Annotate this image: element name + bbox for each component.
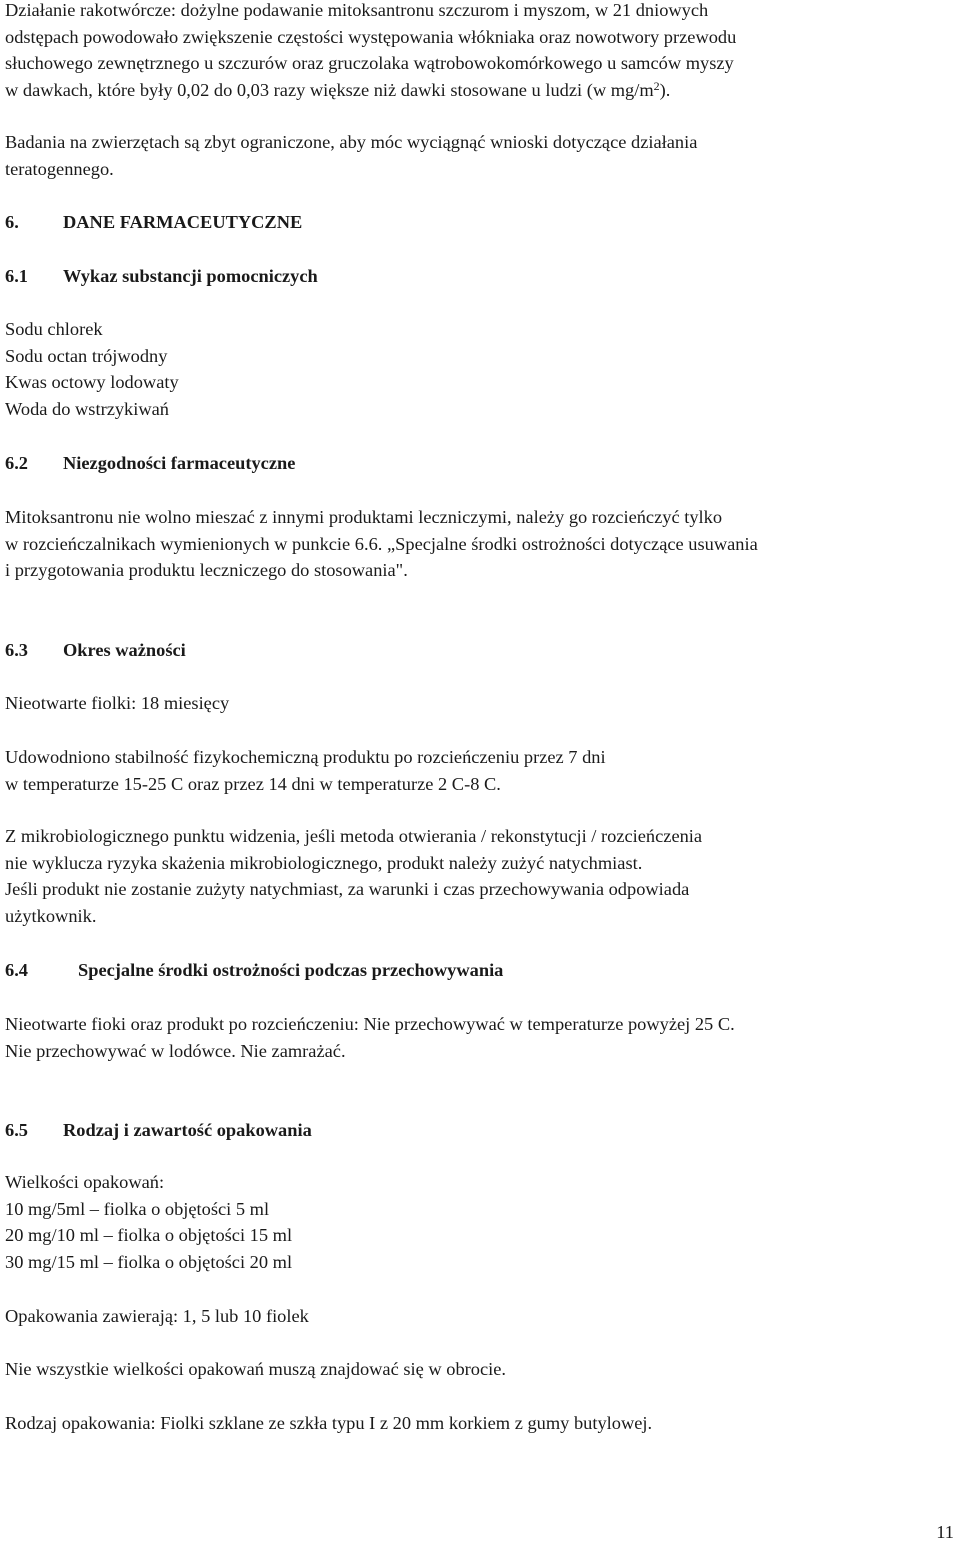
section-heading-6-1 [5,263,318,290]
superscript-exponent: 2 [653,79,660,94]
paragraph-line: Mitoksantronu nie wolno mieszać z innymi produktami leczniczymi, należy go rozcieńczyć tylko [5,507,723,527]
section-heading-6-3 [5,637,186,664]
section-heading-6-4 [5,957,503,984]
section-title: Wykaz substancji pomocniczych [63,266,318,286]
paragraph-line: teratogennego. [5,158,114,179]
list-item: Sodu chlorek [5,319,103,339]
paragraph-line: odstępach powodowało zwiększenie częstości występowania włókniaka oraz nowotwory przewodu [5,26,737,47]
stability-paragraph [5,744,606,797]
section-title: Niezgodności farmaceutyczne [63,453,296,473]
paragraph-line: i przygotowania produktu leczniczego do stosowania". [5,560,408,581]
excipients-list [5,316,179,423]
shelf-life-unopened: Nieotwarte fiolki: 18 miesięcy [5,693,230,713]
list-item: 10 mg/5ml – fiolka o objętości 5 ml [5,1198,270,1219]
list-item: Kwas octowy lodowaty [5,372,179,393]
section-title: Okres ważności [63,640,186,660]
section-title: DANE FARMACEUTYCZNE [63,212,303,232]
pack-contents: Opakowania zawierają: 1, 5 lub 10 fiolek [5,1306,309,1326]
section-number: 6.4 [5,960,28,980]
storage-paragraph [5,1011,735,1064]
container-type: Rodzaj opakowania: Fiolki szklane ze szkła typu I z 20 mm korkiem z gumy butylowej. [5,1413,653,1433]
microbiology-paragraph [5,823,702,930]
paragraph-line: w rozcieńczalnikach wymienionych w punkcie 6.6. „Specjalne środki ostrożności dotyczące usuwania [5,533,758,554]
section-number: 6.5 [5,1120,28,1140]
section-number: 6.1 [5,266,28,286]
paragraph-line: w temperaturze 15-25 C oraz przez 14 dni w temperaturze 2 C-8 C. [5,773,501,794]
list-item: Sodu octan trójwodny [5,345,168,366]
paragraph-line-text: w dawkach, które były 0,02 do 0,03 razy większe niż dawki stosowane u ludzi (w mg/m [5,80,654,101]
incompatibilities-paragraph [5,504,758,584]
section-title: Rodzaj i zawartość opakowania [63,1120,312,1140]
section-number: 6. [5,212,19,232]
paragraph-line: Jeśli produkt nie zostanie zużyty natychmiast, za warunki i czas przechowywania odpowiada [5,879,690,900]
list-item: 20 mg/10 ml – fiolka o objętości 15 ml [5,1225,293,1246]
section-heading-6 [5,209,302,236]
paragraph-line: słuchowego zewnętrznego u szczurów oraz gruczolaka wątrobowokomórkowego u samców myszy [5,53,734,74]
list-item: 30 mg/15 ml – fiolka o objętości 20 ml [5,1252,293,1273]
paragraph-line: użytkownik. [5,906,97,927]
teratogenicity-paragraph [5,129,697,182]
section-heading-6-2 [5,450,295,477]
section-number: 6.3 [5,640,28,660]
availability-note: Nie wszystkie wielkości opakowań muszą znajdować się w obrocie. [5,1359,506,1379]
paragraph-line: Działanie rakotwórcze: dożylne podawanie mitoksantronu szczurom i myszom, w 21 dniowych [5,0,709,20]
paragraph-line-with-unit [5,77,736,104]
paragraph-line: Nie przechowywać w lodówce. Nie zamrażać. [5,1040,346,1061]
paragraph-line: nie wyklucza ryzyka skażenia mikrobiologicznego, produkt należy zużyć natychmiast. [5,852,643,873]
page-number: 11 [936,1522,954,1542]
section-title: Specjalne środki ostrożności podczas przechowywania [78,960,504,980]
paragraph-line: Z mikrobiologicznego punktu widzenia, jeśli metoda otwierania / rekonstytucji / rozcieńczenia [5,826,703,846]
pack-sizes-label: Wielkości opakowań: [5,1172,165,1192]
pack-sizes-block [5,1169,292,1276]
carcinogenicity-paragraph [5,0,736,104]
list-item: Woda do wstrzykiwań [5,399,169,420]
paragraph-line: Nieotwarte fioki oraz produkt po rozcieńczeniu: Nie przechowywać w temperaturze powyżej 25 C. [5,1014,735,1034]
paragraph-line: Badania na zwierzętach są zbyt ograniczone, aby móc wyciągnąć wnioski dotyczące działania [5,132,698,152]
paragraph-line-end: ). [659,80,671,101]
section-heading-6-5 [5,1117,312,1144]
paragraph-line: Udowodniono stabilność fizykochemiczną produktu po rozcieńczeniu przez 7 dni [5,747,606,767]
section-number: 6.2 [5,453,28,473]
